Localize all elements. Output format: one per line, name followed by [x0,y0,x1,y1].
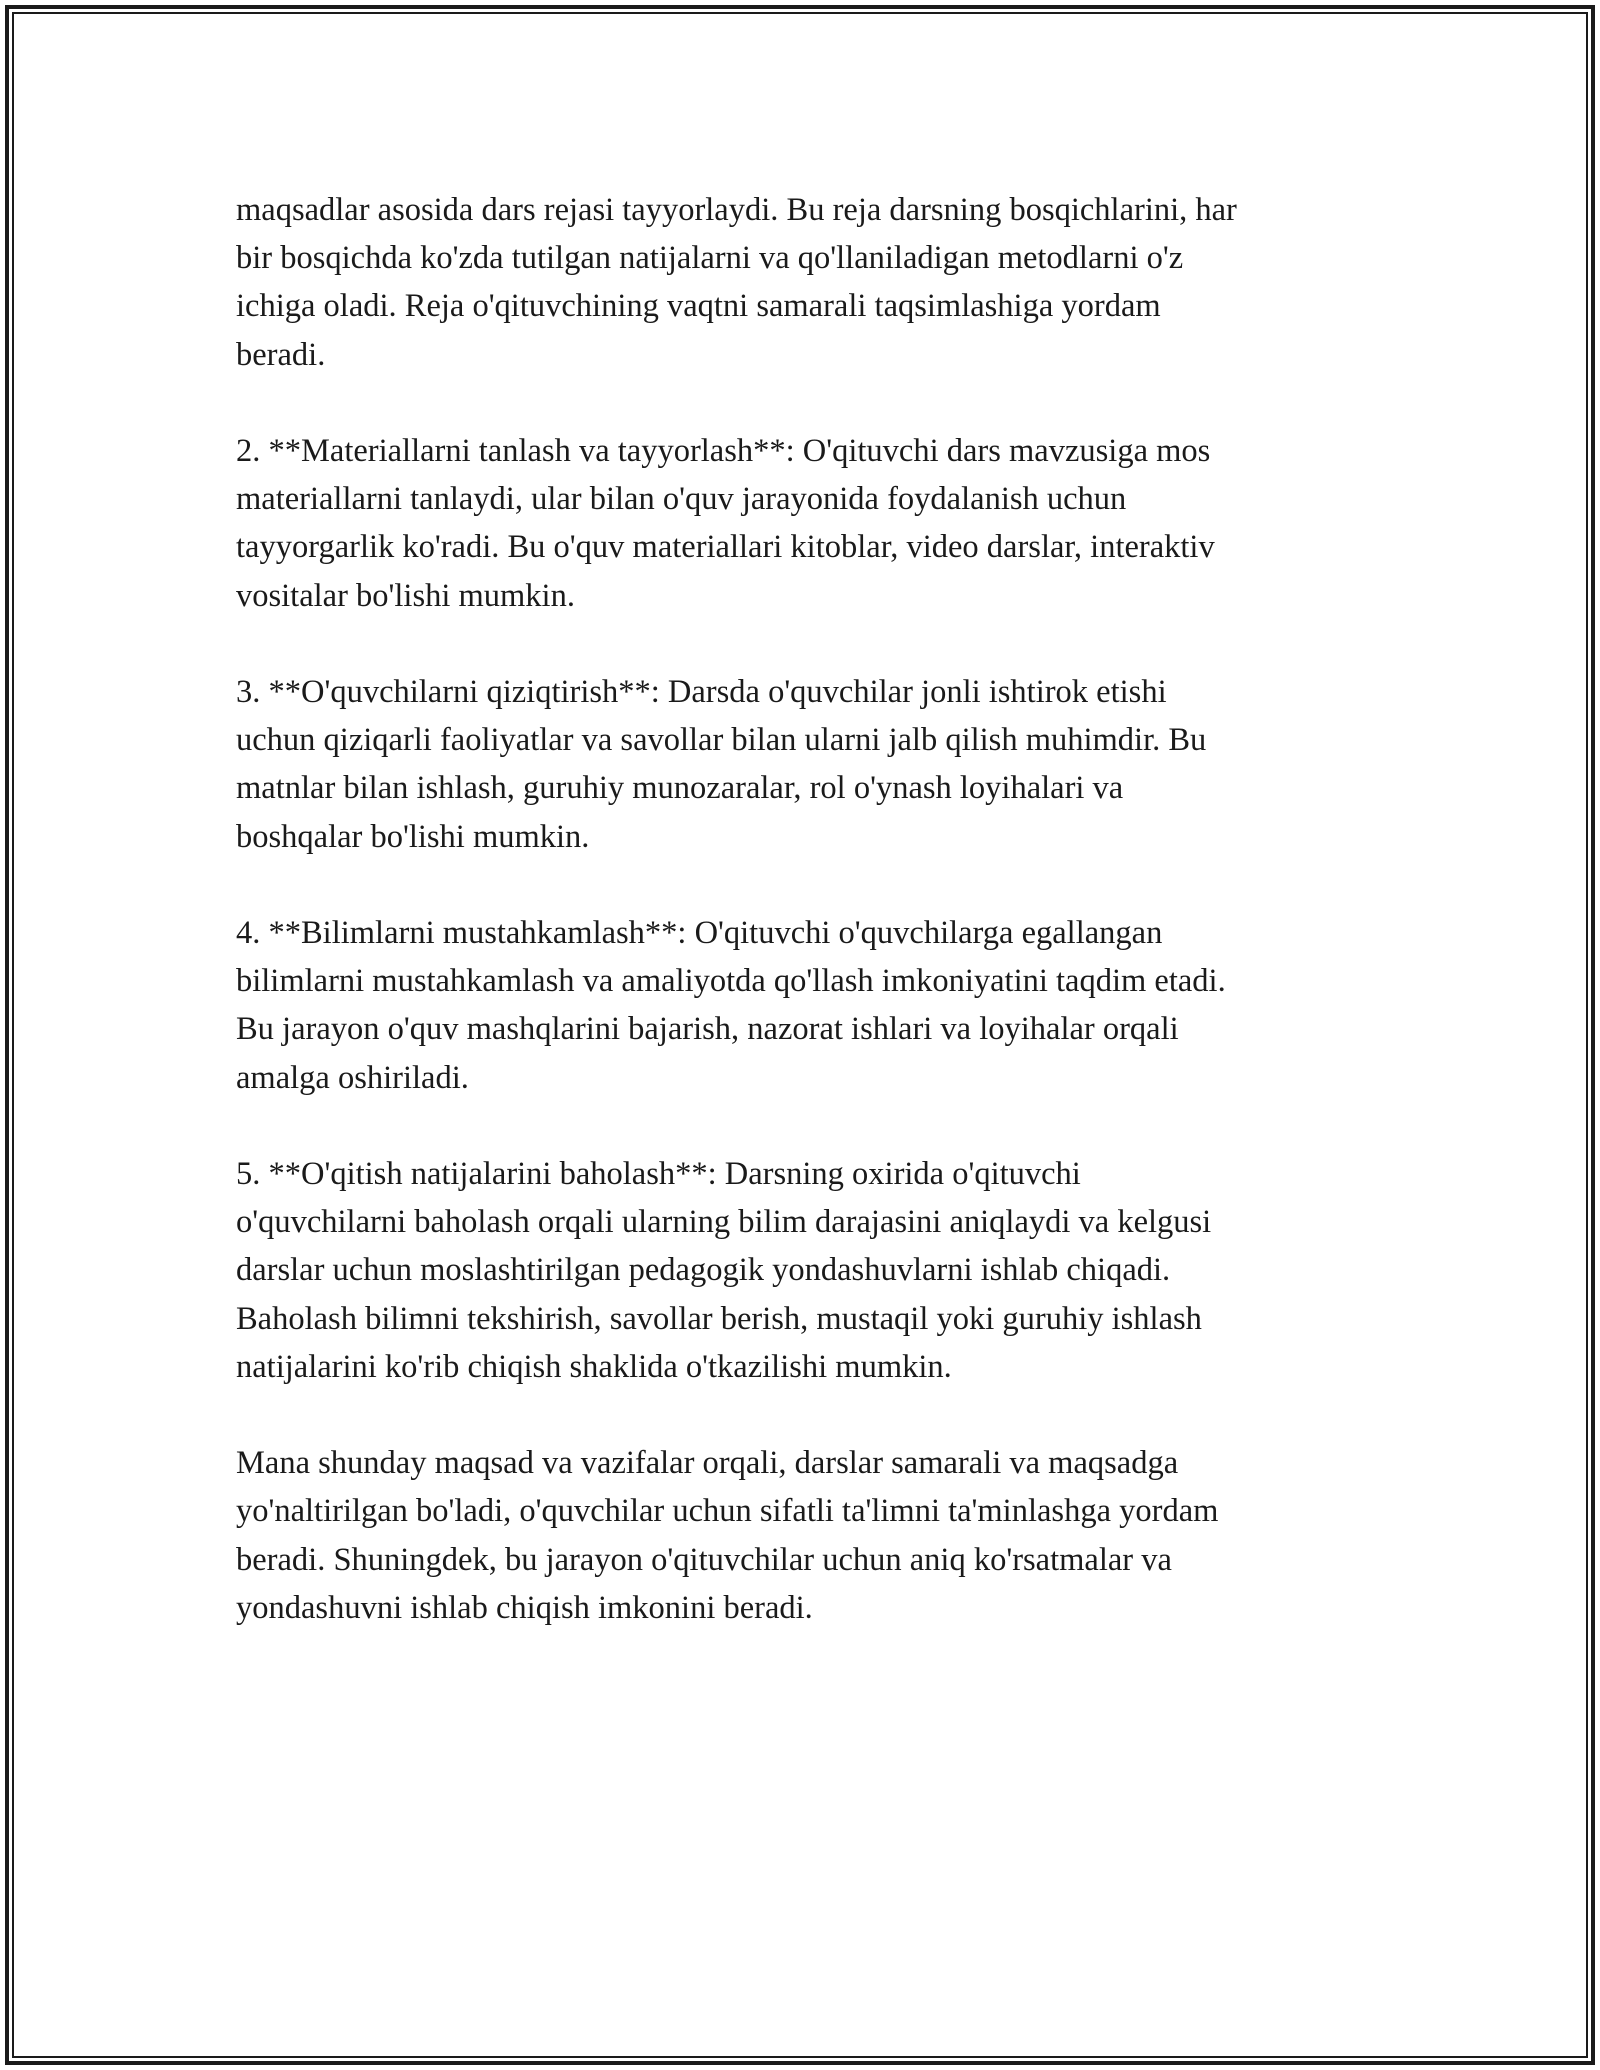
paragraph-item-3 [236,668,1386,861]
paragraph-item-4 [236,909,1386,1102]
paragraph-item-5 [236,1150,1386,1391]
text-line: materiallarni tanlaydi, ular bilan o'quv jarayonida foydalanish uchun [236,481,1127,518]
paragraph-intro [236,186,1386,379]
text-line: beradi. Shuningdek, bu jarayon o'qituvchilar uchun aniq ko'rsatmalar va [236,1541,1172,1578]
text-line: amalga oshiriladi. [236,1059,469,1096]
text-line: Bu jarayon o'quv mashqlarini bajarish, nazorat ishlari va loyihalar orqali [236,1011,1179,1048]
paragraph-item-2 [236,427,1386,620]
text-line: yo'naltirilgan bo'ladi, o'quvchilar uchun sifatli ta'limni ta'minlashga yordam [236,1493,1219,1530]
text-line: bilimlarni mustahkamlash va amaliyotda qo'llash imkoniyatini taqdim etadi. [236,963,1226,1000]
text-line: darslar uchun moslashtirilgan pedagogik yondashuvlarni ishlab chiqadi. [236,1252,1171,1289]
text-line: natijalarini ko'rib chiqish shaklida o'tkazilishi mumkin. [236,1348,952,1385]
text-line: boshqalar bo'lishi mumkin. [236,818,590,855]
paragraph-conclusion [236,1439,1386,1632]
text-line: Mana shunday maqsad va vazifalar orqali, darslar samarali va maqsadga [236,1445,1179,1482]
text-line: tayyorgarlik ko'radi. Bu o'quv materiallari kitoblar, video darslar, interaktiv [236,529,1215,566]
text-line: yondashuvni ishlab chiqish imkonini beradi. [236,1589,813,1626]
text-line: uchun qiziqarli faoliyatlar va savollar bilan ularni jalb qilish muhimdir. Bu [236,722,1207,759]
text-line: bir bosqichda ko'zda tutilgan natijalarni va qo'llaniladigan metodlarni o'z [236,240,1184,277]
document-body [236,186,1386,1680]
text-line: maqsadlar asosida dars rejasi tayyorlaydi. Bu reja darsning bosqichlarini, har [236,192,1237,228]
text-line: vositalar bo'lishi mumkin. [236,577,575,614]
text-line: 3. **O'quvchilarni qiziqtirish**: Darsda o'quvchilar jonli ishtirok etishi [236,674,1167,710]
text-line: 4. **Bilimlarni mustahkamlash**: O'qituvchi o'quvchilarga egallangan [236,915,1163,951]
text-line: beradi. [236,336,326,373]
text-line: o'quvchilarni baholash orqali ularning bilim darajasini aniqlaydi va kelgusi [236,1204,1212,1241]
text-line: 2. **Materiallarni tanlash va tayyorlash**: O'qituvchi dars mavzusiga mos [236,433,1211,469]
text-line: matnlar bilan ishlash, guruhiy munozaralar, rol o'ynash loyihalari va [236,770,1124,807]
text-line: Baholash bilimni tekshirish, savollar berish, mustaqil yoki guruhiy ishlash [236,1300,1202,1337]
text-line: ichiga oladi. Reja o'qituvchining vaqtni samarali taqsimlashiga yordam [236,288,1161,325]
text-line: 5. **O'qitish natijalarini baholash**: Darsning oxirida o'qituvchi [236,1156,1081,1192]
